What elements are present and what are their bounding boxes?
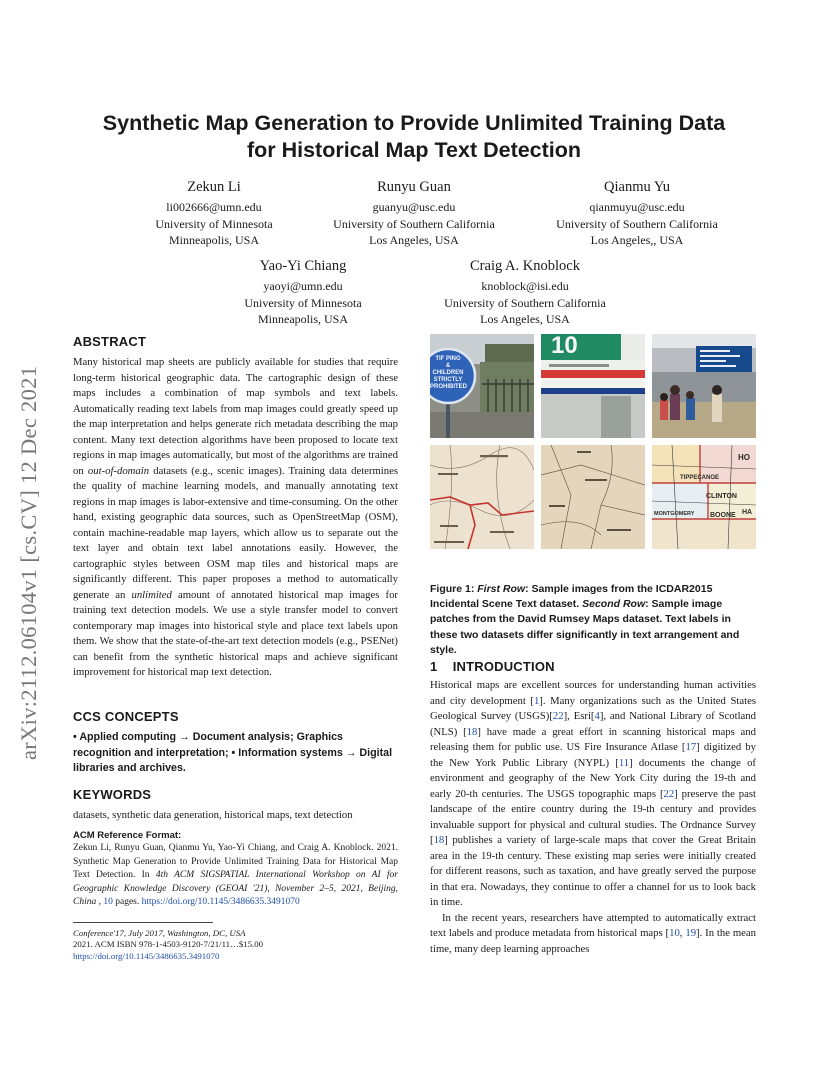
map-patch-sepia: [541, 445, 645, 549]
title-line-1: Synthetic Map Generation to Provide Unlimited Training Data: [102, 111, 726, 135]
author-email: yaoyi@umn.edu: [263, 279, 343, 293]
author-name: Craig A. Knoblock: [470, 258, 580, 274]
author-name: Qianmu Yu: [604, 179, 670, 195]
footnote: [73, 928, 398, 962]
intro-paragraph-1: Historical maps are excellent sources for understanding human activities and city development [1]. Many organizations such as the United States Geological Survey (USGS)[22], Esri[4], and National Library of Scotland (NLS) [18] have made a great effort in scanning historical maps and releasing them for public use. US Fire Insurance Atlase [17] digitized by the New York Public Library (NYPL) [11] documents the change of environment and geography of the New York City during the 19-th and early 20-th centuries. The USGS topographic maps [22] preserve the past landscape of the entire country during the 19-th century and provides invaluable support for physical and cultural studies. The Ordnance Survey [18] publishes a variety of large-scale maps that cover the Great Britain area in the 19-th century. These existing map series were initially created for different reasons, such as taxation, and have greatly served the purpose in that era. Nowadays, they continue to offer a channel for us to look back in time.: [430, 679, 756, 908]
introduction-text: [430, 678, 756, 957]
reference-heading: ACM Reference Format:: [73, 830, 182, 841]
author-location: Minneapolis, USA: [258, 312, 348, 326]
ccs-heading: CCS CONCEPTS: [73, 709, 179, 724]
sign-text-line: PROHIBITED: [430, 384, 468, 390]
reference-format: [73, 830, 398, 910]
author-block: [410, 257, 640, 328]
map-label: CLINTON: [706, 493, 737, 500]
ccs-text: • Applied computing → Document analysis; Graphics recognition and interpretation; • Information systems → Digital libraries and archives.: [73, 731, 393, 774]
abstract-section: [73, 334, 398, 681]
author-email: li002666@umn.edu: [166, 200, 262, 214]
footnote-rule: [73, 922, 213, 923]
citation-link[interactable]: 1: [533, 694, 540, 707]
author-email: knoblock@isi.edu: [481, 279, 569, 293]
author-affiliation: University of Minnesota: [155, 216, 273, 231]
author-affiliation: University of Southern California: [444, 295, 606, 310]
sign-text-line: & CHILDREN: [432, 363, 464, 376]
scene-image-signboard: [541, 334, 645, 438]
citation-link[interactable]: 19: [685, 927, 697, 939]
author-location: Los Angeles, USA: [480, 312, 570, 326]
citation-link[interactable]: 18: [433, 834, 445, 846]
abstract-text: Many historical map sheets are publicly available for studies that require long-term historical geographic data. The cartographic design of these maps includes a combination of map symbols and text labels. Automatically reading text labels from map images could greatly speed up the map interpretation and helps generate rich metadata describing the map content. Many text detection algorithms have been proposed to locate text regions in map images automatically, but most of the algorithms are trained on out-of-domain datasets (e.g., scenic images). Training data determines the quality of machine learning models, and manually annotating text regions in map images is labor-extensive and time-consuming. On the other hand, existing geographic data sources, such as OpenStreetMap (OSM), contain machine-readable map layers, which allow us to separate out the text layer and obtain text label annotations easily. However, the cartographic styles between OSM map tiles and historical maps are significantly different. This paper proposes a method to automatically generate an unlimited amount of annotated historical map images for training text detection models. We use a style transfer model to convert contemporary map images into historical style and place text labels upon them. We show that the state-of-the-art text detection models (e.g., PSENet) can benefit from the synthetic historical maps and achieve significant improvement for historical map text detection.: [73, 356, 399, 678]
author-email: guanyu@usc.edu: [372, 200, 456, 214]
footnote-doi-link[interactable]: https://doi.org/10.1145/3486635.3491070: [73, 950, 220, 961]
signboard-number: 10: [551, 334, 578, 359]
author-name: Yao-Yi Chiang: [259, 258, 347, 274]
citation-link[interactable]: 22: [552, 710, 564, 722]
author-location: Los Angeles, USA: [369, 233, 459, 247]
intro-paragraph-2: In the recent years, researchers have attempted to automatically extract text labels and produce metadata from historical maps [10, 19]. In the mean time, many deep learning approaches: [430, 911, 757, 955]
map-patch-counties: [652, 445, 756, 549]
scene-image-sign: [430, 334, 534, 438]
author-location: Los Angeles,, USA: [590, 233, 684, 247]
map-label: HO: [738, 453, 750, 462]
author-affiliation: University of Minnesota: [244, 295, 362, 310]
author-name: Zekun Li: [187, 179, 241, 195]
map-label: MONTGOMERY: [654, 511, 695, 517]
author-block: [522, 178, 752, 249]
title-line-2: for Historical Map Text Detection: [246, 138, 582, 162]
arxiv-stamp: arXiv:2112.06104v1 [cs.CV] 12 Dec 2021: [16, 365, 41, 760]
doi-link[interactable]: https://doi.org/10.1145/3486635.3491070: [141, 897, 300, 908]
keywords-section: [73, 787, 398, 824]
author-block: [99, 178, 329, 249]
map-label: TIPPECANOE: [680, 475, 720, 481]
author-block: [299, 178, 529, 249]
citation-link[interactable]: 17: [685, 741, 697, 753]
introduction-heading: 1 INTRODUCTION: [430, 659, 555, 674]
citation-link[interactable]: 18: [466, 725, 478, 738]
author-affiliation: University of Southern California: [556, 216, 718, 231]
figure-caption: Figure 1: First Row: Sample images from the ICDAR2015 Incidental Scene Text dataset. Second Row: Sample image patches from the David Rumsey Maps dataset. Text labels in these two datasets differ significantly in text arrangement and style.: [430, 583, 740, 656]
figure-1: [430, 334, 756, 570]
ccs-section: [73, 709, 398, 777]
citation-link[interactable]: 11: [618, 756, 630, 769]
sign-text-line: STRICTLY: [433, 377, 463, 383]
author-email: qianmuyu@usc.edu: [589, 200, 685, 214]
author-location: Minneapolis, USA: [169, 233, 259, 247]
sign-text-line: TIF PING: [435, 356, 461, 362]
footnote-isbn: 2021. ACM ISBN 978-1-4503-9120-7/21/11…$15.00: [73, 939, 264, 950]
citation-link[interactable]: 22: [663, 787, 675, 800]
author-affiliation: University of Southern California: [333, 216, 495, 231]
citation-link[interactable]: 10: [669, 927, 680, 939]
citation-link[interactable]: 4: [594, 710, 600, 722]
keywords-heading: KEYWORDS: [73, 787, 152, 802]
footnote-conf: Conference'17, July 2017, Washington, DC, USA: [73, 928, 246, 938]
paper-title: [60, 110, 768, 164]
author-name: Runyu Guan: [377, 179, 451, 195]
keywords-text: datasets, synthetic data generation, historical maps, text detection: [73, 809, 353, 821]
scene-image-station: [652, 334, 756, 438]
abstract-heading: ABSTRACT: [73, 334, 147, 349]
author-block: [188, 257, 418, 328]
map-patch-roads: [430, 445, 534, 549]
map-label: BOONE: [710, 512, 736, 519]
reference-text: Zekun Li, Runyu Guan, Qianmu Yu, Yao-Yi Chiang, and Craig A. Knoblock. 2021. Synthetic Map Generation to Provide Unlimited Training Data for Historical Map Text Detection. In 4th ACM SIGSPATIAL International Workshop on AI for Geographic Knowledge Discovery (GEOAI '21), November 2–5, 2021, Beijing, China , 10 pages. https://doi.org/10.1145/3486635.3491070: [73, 843, 398, 908]
map-label: HA: [742, 509, 753, 516]
